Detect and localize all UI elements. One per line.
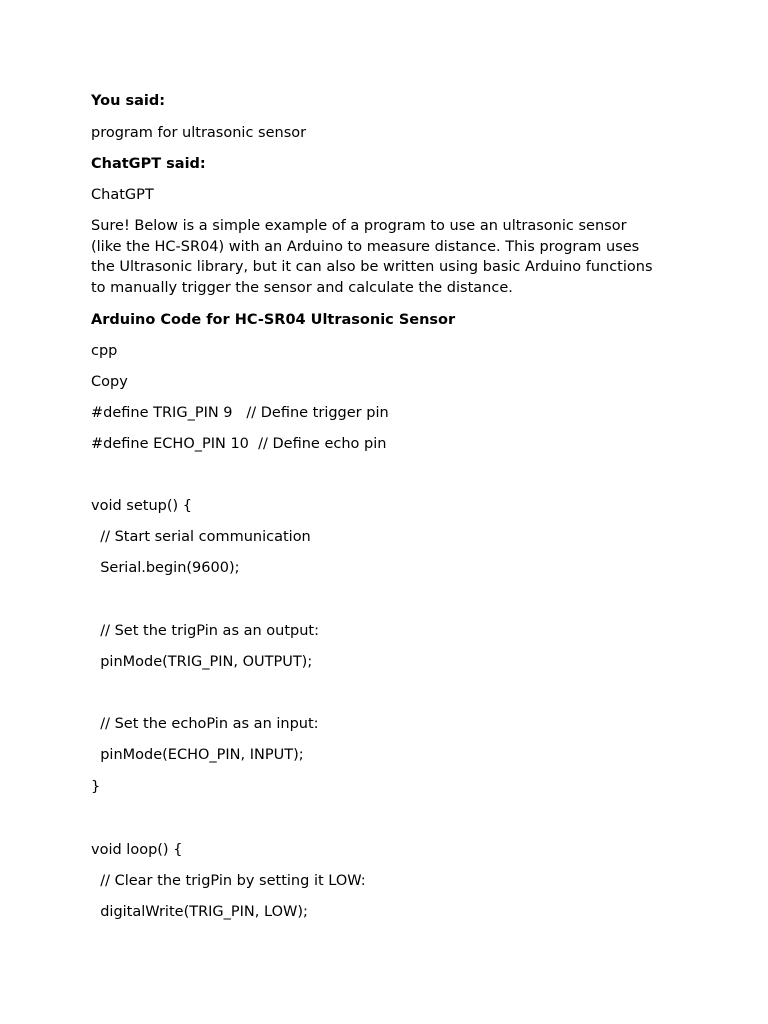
copy-button[interactable]: Copy (91, 374, 128, 390)
code-line: // Clear the trigPin by setting it LOW: (91, 873, 366, 889)
code-line: void loop() { (91, 842, 183, 858)
code-line: pinMode(TRIG_PIN, OUTPUT); (91, 654, 313, 670)
code-line: Serial.begin(9600); (91, 560, 240, 576)
user-label: You said: (91, 93, 166, 109)
code-line: // Set the trigPin as an output: (91, 623, 319, 639)
intro-line: Sure! Below is a simple example of a program to use an ultrasonic sensor (91, 218, 627, 234)
code-line: #define ECHO_PIN 10 // Define echo pin (91, 436, 387, 452)
user-message: program for ultrasonic sensor (91, 125, 307, 141)
code-language-label: cpp (91, 343, 118, 359)
code-line: void setup() { (91, 498, 192, 514)
intro-paragraph (91, 216, 691, 299)
code-line: // Set the echoPin as an input: (91, 716, 319, 732)
code-line: } (91, 779, 101, 795)
intro-line: (like the HC-SR04) with an Arduino to measure distance. This program uses (91, 238, 640, 255)
intro-line: to manually trigger the sensor and calculate the distance. (91, 280, 513, 297)
code-line: #define TRIG_PIN 9 // Define trigger pin (91, 405, 389, 421)
code-line: // Start serial communication (91, 529, 311, 545)
assistant-label: ChatGPT said: (91, 156, 206, 172)
section-heading: Arduino Code for HC-SR04 Ultrasonic Sensor (91, 312, 456, 328)
code-line: pinMode(ECHO_PIN, INPUT); (91, 747, 304, 763)
intro-line: the Ultrasonic library, but it can also be written using basic Arduino functions (91, 259, 653, 276)
assistant-name: ChatGPT (91, 187, 154, 203)
code-line: digitalWrite(TRIG_PIN, LOW); (91, 904, 308, 920)
